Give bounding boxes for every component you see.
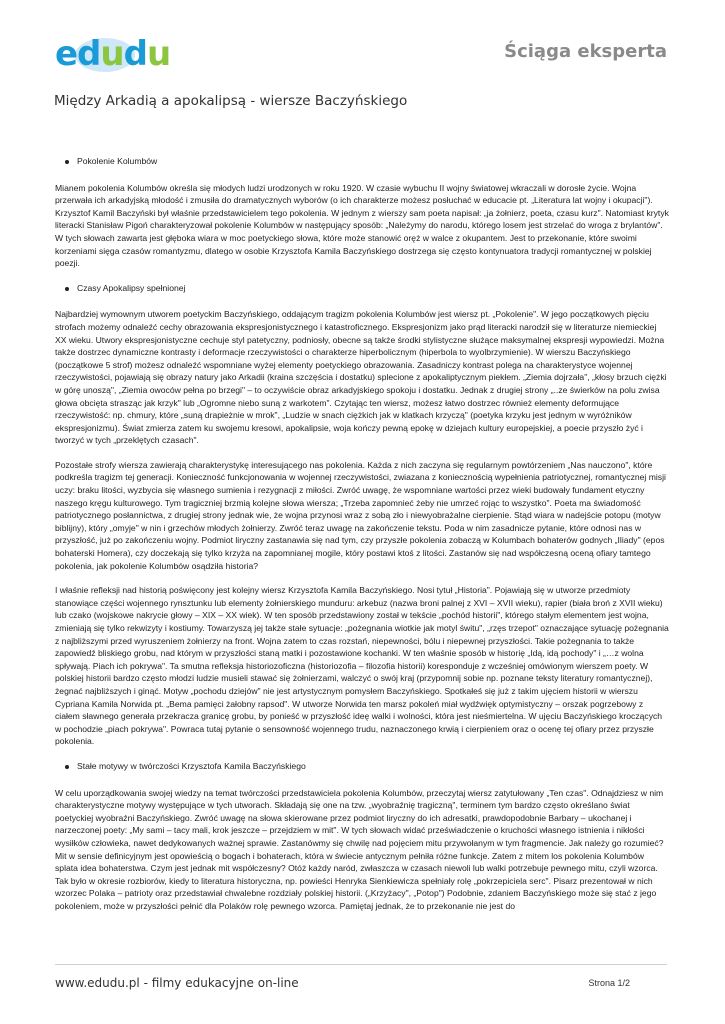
- paragraph: Pozostałe strofy wiersza zawierają charakterystykę interesującego nas pokolenia. Każda z nich zaczyna się regularnym powtórzeniem „Nas nauczono", które podkreśla tragizm tej generacji. Konieczność funkcjonowania w wojennej rzeczywistości, zwiazana z koniecznością wypełnienia patriotycznej, romantycznej misji uczy: braku litości, wyzbycia się własnego sumienia i rezygnacji z miłości. Zwróć uwagę, że wspomniane wartości przez wieki budowały fundament etyczny naszego kręgu kulturowego. Tym tragiczniej brzmią kolejne słowa wiersza; „Trzeba zapomnieć żeby nie umrzeć rojąc to wszystko". Poeta ma świadomość patriotycznego posłannictwa, z drugiej strony jednak wie, że wojna przynosi wraz z sobą zło i niewyobrażalne cierpienie. Stąd wiara w nadejście potopu (motyw biblijny), który „omyje" w nin i grzechów młodych żołnierzy. Zwróć teraz uwagę na zakończenie tekstu. Poda w nim zasadnicze pytanie, które odnosi nas w przyszłość, już po zakończeniu wojny. Podmiot liryczny zastanawia się nad tym, czy przyszłe pokolenia zobaczą w Kolumbach bohaterów godnych „Iliady" (epos bohaterski Homera), czy doczekają się tylko krzyża na zapomnianej mogile, który postawi ktoś z litości. Zastanów się nad współczesną oceną ofiary tamtego pokolenia, jak pokolenie Kolumbów osądziła historia?: [55, 459, 666, 571]
- page-number: Strona 1/2: [588, 978, 630, 988]
- footer-site-link[interactable]: www.edudu.pl - filmy edukacyjne on-line: [55, 976, 299, 990]
- bullet-dot-icon: [65, 160, 69, 164]
- edudu-logo[interactable]: [55, 32, 185, 80]
- section-heading: Stałe motywy w twórczości Krzysztofa Kamila Baczyńskiego: [55, 760, 669, 773]
- footer-divider: [55, 964, 667, 965]
- bullet-dot-icon: [65, 287, 69, 291]
- document-body: [55, 155, 669, 924]
- bullet-dot-icon: [65, 765, 69, 769]
- document-title: Między Arkadią a apokalipsą - wiersze Baczyńskiego: [54, 93, 408, 109]
- paragraph: I właśnie refleksji nad historią poświęcony jest kolejny wiersz Krzysztofa Kamila Baczyńskiego. Nosi tytuł „Historia". Pojawiają się w utworze przedmioty stanowiące części wojennego rynsztunku lub elementy żołnierskiego munduru: arkebuz (nazwa broni palnej z XVI – XVII wieku), rapier (biała broń z XVII wieku) lub czako (wojskowe nakrycie głowy – XIX – XX wiek). W ten sposób przedstawiony został w tekście „pochód historii", którego stałym elementem jest wojna, zmieniają się tylko rekwizyty i kostiumy. Towarzyszą jej także stałe sytuacje: „pożegnania wiotkie jak motyl świtu", „rzęs trzepot" oznaczające sytuację pożegnania z najbliższymi przed wyruszeniem żołnierzy na front. Wojna zatem to czas rozstań, niepewności, bólu i niepewnej przyszłości. Takie pożegnania to także zapowiedź bliskiego grobu, nad którym w przyszłości staną matki i pozostawione kochanki. W ten właśnie sposób w historię „Idą, idą pochody" i „…z wolna spływają. Piach ich pokrywa". Ta smutna refleksja historiozoficzna (historiozofia – filozofia historii) koresponduje z wcześniej omówionym wierszem poety. W polskiej historii bardzo często młodzi ludzie musieli stawać się żołnierzami, walczyć o swój kraj (przypomnij sobie np. poznane teksty literatury romantycznej), żegnać najbliższych i ginąć. Motyw „pochodu dziejów" nie jest artystycznym pomysłem Baczyńskiego. Spotkałeś się już z takim ujęciem historii w wierszu Cypriana Kamila Norwida pt. „Bema pamięci żałobny rapsod". W utworze Norwida ten marsz pokoleń miał wydźwięk optymistyczny – orszak pogrzebowy z ciałem sławnego generała przekracza granicę grobu, by ponieść w przyszłość ideę walki i wolności, która jest nieśmiertelna. W ujęciu Baczyńskiego kroczących w pochodzie „piach pokrywa". Powraca tutaj pytanie o sensowność wojennego trudu, naznaczonego krwią i cierpieniem oraz o ocenę tej ofiary przez przyszłe pokolenia.: [55, 585, 669, 747]
- page-header: [0, 0, 725, 80]
- paragraph: Mianem pokolenia Kolumbów określa się młodych ludzi urodzonych w roku 1920. W czasie wybuchu II wojny światowej wkraczali w dorosłe życie. Wojna przerwała ich arkadyjską młodość i zmusiła do dramatycznych wyborów (o ich charakterze możesz posłuchać w educacie pt. „Literatura lat wojny i okupacji"). Krzysztof Kamil Baczyński był właśnie przedstawicielem tego pokolenia. W jednym z wierszy sam poeta napisał: „ja żołnierz, poeta, czasu kurz". Natomiast krytyk literacki Stanisław Pigoń charakteryzował pokolenie Kolumbów w następujący sposób: „Należymy do narodu, którego losem jest strzelać do wroga z brylantów". W tych słowach zawarta jest głęboka wiara w moc poetyckiego słowa, które może stanowić oręż w walce z okupantem. Jest to przekonanie, które swoimi korzeniami sięga czasów romantyzmu, dlatego w osobie Krzysztofa Kamila Baczyńskiego dostrzega się często kontynuatora tradycji romantycznej w polskiej poezji.: [55, 182, 669, 269]
- paragraph: W celu uporządkowania swojej wiedzy na temat twórczości przedstawiciela pokolenia Kolumbów, przeczytaj wiersz zatytułowany „Ten czas". Odnajdziesz w nim charakterystyczne motywy występujące w tych utworach. Składają się one na tzw. „wyobraźnię tragiczną", terminem tym bardzo często określano świat poetyckiej wyobraźni Baczyńskiego. Zwróć uwagę na słowa skierowane przez podmiot liryczny do ich adresatki, prawdopodobnie Barbary – ukochanej i narzeczonej poety: „My sami – tacy mali, krok jeszcze – przejdziem w mit". W tych słowach widać przeświadczenie o kruchości własnego istnienia i nikłości wysiłków człowieka, nawet dedykowanych ważnej sprawie. Zastanówmy się chwilę nad pojęciem mitu przywołanym w tym fragmencie. Jak należy go rozumieć? Mit w sensie definicyjnym jest opowieścią o bogach i bohaterach, która w świecie antycznym pełniła różne funkcje. Zatem z mitem los pokolenia Kolumbów splata idea bohaterstwa. Czym jest jednak mit współczesny? Otóż każdy naród, zwłaszcza w czasach niewoli lub walki potrzebuje pewnego mitu, czyli wzorca. Tak było w okresie rozbiorów, kiedy to literatura historyczna, np. powieści Henryka Sienkiewicza spełniały rolę „pokrzepiciela serc". Pisarz prezentował w nich wzorzec Polaka – patrioty oraz przedstawiał chwalebne rozdziały polskiej historii. („Krzyżacy", „Potop") Podobnie, zdaniem Baczyńskiego może się stać z jego pokoleniem, może w przyszłości pełnić dla Polaków rolę pewnego wzorca. Pamiętaj jednak, że to przekonanie nie jest do: [55, 787, 664, 911]
- logo-wordmark: edudu: [55, 34, 171, 74]
- section-heading: Czasy Apokalipsy spełnionej: [55, 282, 669, 295]
- paragraph: Najbardziej wymownym utworem poetyckim Baczyńskiego, oddającym tragizm pokolenia Kolumbów jest wiersz pt. „Pokolenie". W jego początkowych pięciu strofach możemy odnaleźć cechy obrazowania ekspresjonistycznego i katastroficznego. Ekspresjonizm jako prąd literacki narodził się w literaturze niemieckiej XX wieku. Utwory ekspresjonistyczne cechuje styl patetyczny, podniosły, obecne są także środki stylistyczne służące maksymalnej ekspresji wypowiedzi. Można także dostrzec dynamiczne kontrasty i deformacje rzeczywistości o charakterze hiperbolicznym (hiperbola to wyolbrzymienie). W wierszu Baczyńskiego (początkowe 5 strof) możesz odnaleźć wspomniane wyżej elementy poetyckiego obrazowania. Zasadniczy kontrast polega na charakterystyce wojennej rzeczywistości, pojawiają się obrazy natury jako Arkadii (kraina szczęścia i dostatku) splecione z apokaliptycznym piekłem. „Ziemia dojrzała", „kłosy brzuch ciężki w górę unoszą", „Ziemia owoców pełna po brzegi" – to oczywiście obraz arkadyjskiego spokoju i dostatku. Jednak z drugiej strony „..ze świerków na polu zwisa głowa obcięta strasząc jak krzyk" lub „Ogromne niebo suną z warkotem". Czytając ten wiersz, możesz łatwo dostrzec również elementy deformujące rzeczywistość: np. chmury, które „suną drapieżnie w mrok", „Ludzie w snach ciężkich jak w klatkach krzyczą" (poetyka krzyku jest jednym w wyróżników ekspresjonizmu). Świat zmierza zatem ku swojemu kresowi, apokalipsie, woja kończy pewną epokę w dziejach kultury europejskiej, a poecie przyszło żyć i tworzyć w tych „przeklętych czasach".: [55, 309, 667, 446]
- brand-label: Ściąga eksperta: [504, 41, 667, 62]
- section-heading: Pokolenie Kolumbów: [55, 155, 669, 168]
